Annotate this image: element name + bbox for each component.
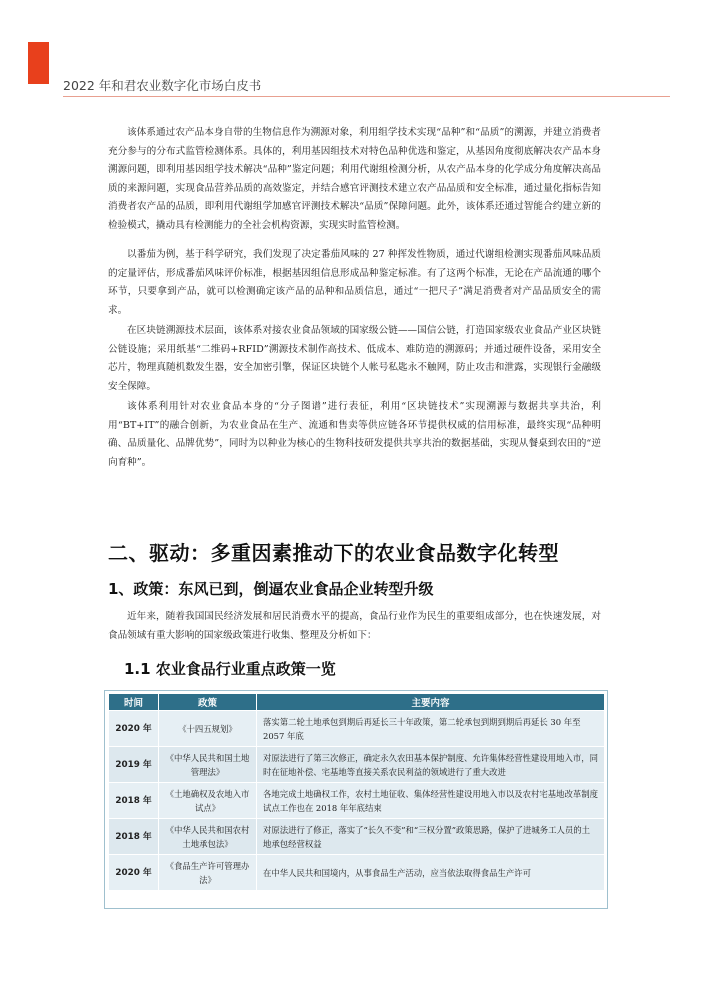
section-title: 二、驱动：多重因素推动下的农业食品数字化转型 [108,541,559,565]
header-title: 2022 年和君农业数字化市场白皮书 [63,78,262,93]
row-content: 在中华人民共和国境内，从事食品生产活动，应当依法取得食品生产许可 [257,855,605,891]
row-policy: 《土地确权及农地入市试点》 [159,783,257,819]
paragraph-2: 以番茄为例，基于科学研究，我们发现了决定番茄风味的 27 种挥发性物质，通过代谢组检测实现番茄风味品质的定量评估，形成番茄风味评价标准，根据基因组信息形成品种鉴定标准。有了这两个标准，无论在产品流通的哪个环节，只要拿到产品，就可以检测确定该产品的品种和品质信息，通过“一把尺子”满足消费者对产品品质安全的需求。 [108,249,601,316]
row-year: 2020 年 [109,855,159,891]
section-intro: 近年来，随着我国国民经济发展和居民消费水平的提高，食品行业作为民生的重要组成部分，也在快速发展，对食品领域有重大影响的国家级政策进行收集、整理及分析如下： [108,611,601,641]
table-row [109,783,605,819]
header-policy: 政策 [159,694,257,711]
row-policy: 《十四五规划》 [159,711,257,747]
table-heading: 1.1 农业食品行业重点政策一览 [124,660,336,678]
header-content: 主要内容 [257,694,605,711]
header-time: 时间 [109,694,159,711]
row-year: 2020 年 [109,711,159,747]
policy-table [108,693,605,891]
paragraph-4: 该体系利用针对农业食品本身的“分子图谱”进行表征，利用“区块链技术”实现溯源与数据共享共治，利用“BT+IT”的融合创新，为农业食品在生产、流通和售卖等供应链各环节提供权威的信用标准，最终实现“品种明确、品质量化、品牌优势”，同时为以种业为核心的生物科技研发提供共享共治的数据基础，实现从餐桌到农田的“逆向育种”。 [108,401,601,468]
table-header-row [109,694,605,711]
row-content: 对原法进行了第三次修正，确定永久农田基本保护制度、允许集体经营性建设用地入市，同时在征地补偿、宅基地等直接关系农民利益的领域进行了重大改进 [257,747,605,783]
header-accent-bar [28,42,49,84]
table-row [109,855,605,891]
table-row [109,819,605,855]
row-year: 2018 年 [109,819,159,855]
paragraph-3: 在区块链溯源技术层面，该体系对接农业食品领域的国家级公链——国信公链，打造国家级农业食品产业区块链公链设施；采用纸基“二维码+RFID”溯源技术制作高技术、低成本、难防造的溯源码；并通过硬件设备，采用安全芯片，物理真随机数发生器，安全加密引擎，保证区块链个人帐号私匙永不触网，防止攻击和泄露，实现银行金融级安全保障。 [108,325,601,392]
section-subtitle: 1、政策：东风已到，倒逼农业食品企业转型升级 [108,580,434,598]
row-content: 对原法进行了修正，落实了“长久不变”和“三权分置”政策思路，保护了进城务工人员的土地承包经营权益 [257,819,605,855]
row-policy: 《中华人民共和国土地管理法》 [159,747,257,783]
row-policy: 《中华人民共和国农村土地承包法》 [159,819,257,855]
row-year: 2018 年 [109,783,159,819]
row-content: 落实第二轮土地承包到期后再延长三十年政策，第二轮承包到期到期后再延长 30 年至 2057 年底 [257,711,605,747]
paragraph-1: 该体系通过农产品本身自带的生物信息作为溯源对象，利用组学技术实现“品种”和“品质”的溯源，并建立消费者充分参与的分布式监管检测体系。具体的，利用基因组技术对特色品种优选和鉴定，从基因角度彻底解决农产品本身溯源问题，即利用基因组学技术解决“品种”鉴定问题；利用代谢组检测分析，从农产品本身的化学成分角度解决高品质的来源问题，实现食品营养品质的高效鉴定，并结合感官评测技术建立农产品品质和安全标准，通过量化指标告知消费者农产品的品质，即利用代谢组学加感官评测技术解决“品质”保障问题。此外，该体系还通过智能合约建立新的检验模式，撬动具有检测能力的全社会机构资源，实现实时监管检测。 [108,127,601,231]
table-row [109,711,605,747]
header-divider [63,96,670,97]
row-year: 2019 年 [109,747,159,783]
table-row [109,747,605,783]
row-content: 各地完成土地确权工作，农村土地征收、集体经营性建设用地入市以及农村宅基地改革制度试点工作也在 2018 年年底结束 [257,783,605,819]
row-policy: 《食品生产许可管理办法》 [159,855,257,891]
